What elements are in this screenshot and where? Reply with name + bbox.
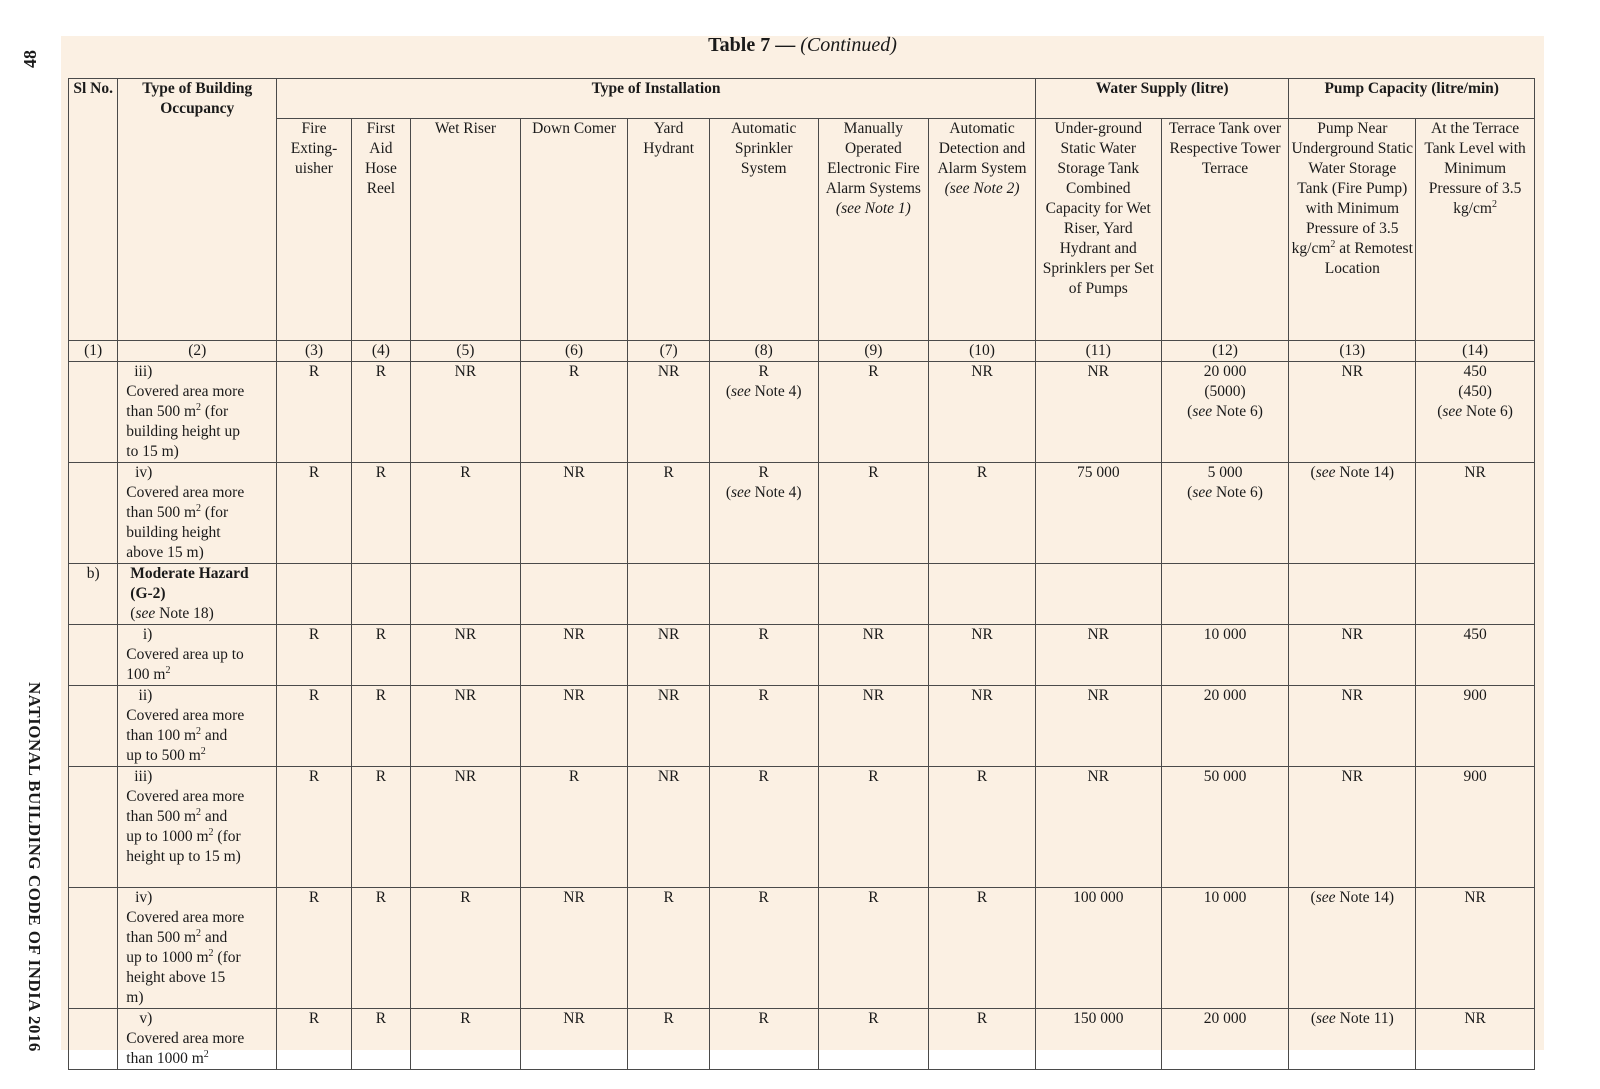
value-cell: NR [520, 463, 628, 564]
occupancy-description: Covered area up to 100 $m^2$ [126, 646, 244, 683]
value-cell: (see Note 11) [1289, 1009, 1416, 1070]
occupancy-cell [118, 564, 277, 625]
column-number: (7) [628, 341, 709, 362]
value-cell: NR [520, 625, 628, 686]
value-cell: R [628, 1009, 709, 1070]
header-col-4: First Aid Hose Reel [351, 119, 410, 341]
value-cell: R [411, 1009, 521, 1070]
value-cell: 450 [1416, 625, 1535, 686]
value-cell: R [818, 767, 929, 888]
table-row [69, 767, 1535, 888]
value-cell: NR [628, 686, 709, 767]
value-cell [411, 564, 521, 625]
value-cell: NR [1416, 463, 1535, 564]
header-col-10-note: (see Note 2) [944, 180, 1020, 197]
value-cell: R [929, 767, 1036, 888]
value-cell: NR [1035, 362, 1161, 463]
sl-no-cell [69, 362, 118, 463]
value-cell: R [818, 362, 929, 463]
value-cell: NR [1035, 625, 1161, 686]
header-col-9-label: Manually Operated Electronic Fire Alarm Systems [825, 120, 921, 197]
value-cell: R [351, 463, 410, 564]
sl-no-cell [69, 463, 118, 564]
value-cell: NR [1289, 362, 1416, 463]
value-cell: R [628, 463, 709, 564]
value-cell: NR [1416, 888, 1535, 1009]
header-col-8: Automatic Sprinkler System [709, 119, 818, 341]
table-row [69, 625, 1535, 686]
value-cell: R [351, 625, 410, 686]
value-cell: R [709, 888, 818, 1009]
sl-no-cell: b) [69, 564, 118, 625]
header-col-13: Pump Near Underground Static Water Storage Tank (Fire Pump) with Minimum Pressure of 3.5 $kg/cm^2$ at Remotest Location [1289, 119, 1416, 341]
value-cell: R [929, 888, 1036, 1009]
occupancy-cell [118, 767, 277, 888]
value-cell: 900 [1416, 686, 1535, 767]
value-cell: R [351, 767, 410, 888]
value-cell: R (see Note 4) [709, 362, 818, 463]
item-numeral: iii) [134, 363, 153, 380]
value-cell [520, 564, 628, 625]
item-numeral: iii) [134, 768, 153, 785]
value-cell [277, 564, 351, 625]
value-cell [1289, 564, 1416, 625]
column-number: (9) [818, 341, 929, 362]
column-number: (1) [69, 341, 118, 362]
occupancy-cell [118, 463, 277, 564]
table-row [69, 463, 1535, 564]
value-cell [1416, 564, 1535, 625]
table-row [69, 362, 1535, 463]
value-cell: NR [1289, 686, 1416, 767]
value-cell: NR [628, 625, 709, 686]
header-col-3: Fire Exting-uisher [277, 119, 351, 341]
value-cell: NR [411, 625, 521, 686]
sl-no-cell [69, 767, 118, 888]
occupancy-description: Covered area more than 100 $m^2$ and up to 500 $m^2$ [126, 707, 245, 764]
header-pump-capacity-group: Pump Capacity (litre/min) [1289, 79, 1535, 119]
value-cell: R [709, 625, 818, 686]
value-cell: NR [818, 686, 929, 767]
column-number: (13) [1289, 341, 1416, 362]
value-cell: 900 [1416, 767, 1535, 888]
occupancy-description: Covered area more than 500 $m^2$ (for building height above 15 m) [126, 484, 245, 561]
value-cell: R [709, 686, 818, 767]
value-cell: NR [1289, 767, 1416, 888]
value-cell: NR [1035, 686, 1161, 767]
value-cell [709, 564, 818, 625]
value-cell: R [929, 1009, 1036, 1070]
table-title [61, 34, 1544, 57]
occupancy-description: Covered area more than 500 $m^2$ (for building height up to 15 m) [126, 383, 245, 460]
column-number: (2) [118, 341, 277, 362]
value-cell: NR [929, 362, 1036, 463]
value-cell: NR [411, 362, 521, 463]
value-cell: R [628, 888, 709, 1009]
value-cell: R [277, 767, 351, 888]
column-number: (6) [520, 341, 628, 362]
value-cell: R [351, 362, 410, 463]
value-cell: R [411, 888, 521, 1009]
running-title: NATIONAL BUILDING CODE OF INDIA 2016 [25, 682, 44, 1052]
value-cell [628, 564, 709, 625]
value-cell [929, 564, 1036, 625]
header-col-9 [818, 119, 929, 341]
value-cell: 75 000 [1035, 463, 1161, 564]
page-number: 48 [20, 50, 40, 68]
sl-no-cell [69, 625, 118, 686]
value-cell: NR [929, 625, 1036, 686]
value-cell: 100 000 [1035, 888, 1161, 1009]
column-number-row [69, 341, 1535, 362]
occupancy-cell [118, 625, 277, 686]
value-cell: 10 000 [1161, 625, 1289, 686]
header-col-14: At the Terrace Tank Level with Minimum Pressure of 3.5 $kg/cm^2$ [1416, 119, 1535, 341]
value-cell [351, 564, 410, 625]
value-cell: 20 000 (5000) (see Note 6) [1161, 362, 1289, 463]
value-cell: R [351, 686, 410, 767]
value-cell: NR [520, 686, 628, 767]
occupancy-description: Covered area more than 500 $m^2$ and up to 1000 $m^2$ (for height above 15 m) [126, 909, 245, 1006]
table-row [69, 888, 1535, 1009]
hazard-heading: Moderate Hazard (G-2) [130, 565, 249, 602]
column-number: (10) [929, 341, 1036, 362]
value-cell: NR [520, 888, 628, 1009]
value-cell: NR [411, 686, 521, 767]
value-cell: R [277, 362, 351, 463]
header-col-11: Under-ground Static Water Storage Tank Combined Capacity for Wet Riser, Yard Hydrant and Sprinklers per Set of Pumps [1035, 119, 1161, 341]
occupancy-cell [118, 362, 277, 463]
header-col-12: Terrace Tank over Respective Tower Terrace [1161, 119, 1289, 341]
column-number: (11) [1035, 341, 1161, 362]
header-installation-group: Type of Installation [277, 79, 1036, 119]
header-water-supply-group: Water Supply (litre) [1035, 79, 1289, 119]
table-row [69, 686, 1535, 767]
column-number: (14) [1416, 341, 1535, 362]
value-cell: NR [1416, 1009, 1535, 1070]
occupancy-description: Covered area more than 1000 $m^2$ [126, 1030, 245, 1067]
value-cell: 20 000 [1161, 686, 1289, 767]
value-cell: NR [628, 767, 709, 888]
sl-no-cell [69, 1009, 118, 1070]
hazard-note: (see Note 18) [130, 605, 214, 622]
sl-no-cell [69, 888, 118, 1009]
value-cell: 10 000 [1161, 888, 1289, 1009]
item-numeral: v) [139, 1010, 153, 1027]
value-cell: NR [818, 625, 929, 686]
item-numeral: ii) [138, 687, 153, 704]
value-cell: 5 000 (see Note 6) [1161, 463, 1289, 564]
header-col-7: Yard Hydrant [628, 119, 709, 341]
value-cell: R [520, 362, 628, 463]
value-cell: NR [1289, 625, 1416, 686]
value-cell: 150 000 [1035, 1009, 1161, 1070]
value-cell: R [277, 625, 351, 686]
column-number: (8) [709, 341, 818, 362]
value-cell: R [520, 767, 628, 888]
sl-no-cell [69, 686, 118, 767]
value-cell: (see Note 14) [1289, 463, 1416, 564]
header-col-10-label: Automatic Detection and Alarm System [937, 120, 1027, 177]
value-cell: R [818, 888, 929, 1009]
header-occupancy: Type of Building Occupancy [118, 79, 277, 341]
value-cell: NR [411, 767, 521, 888]
value-cell: (see Note 14) [1289, 888, 1416, 1009]
occupancy-cell [118, 1009, 277, 1070]
value-cell [1161, 564, 1289, 625]
value-cell: NR [520, 1009, 628, 1070]
fire-installation-table [68, 78, 1535, 1070]
header-col-10 [929, 119, 1036, 341]
value-cell: 450 (450) (see Note 6) [1416, 362, 1535, 463]
occupancy-description: Covered area more than 500 $m^2$ and up to 1000 $m^2$ (for height up to 15 m) [126, 788, 245, 865]
column-number: (12) [1161, 341, 1289, 362]
value-cell: R [277, 888, 351, 1009]
header-col-6: Down Comer [520, 119, 628, 341]
value-cell: 20 000 [1161, 1009, 1289, 1070]
value-cell: R [818, 1009, 929, 1070]
value-cell: NR [929, 686, 1036, 767]
table-row [69, 564, 1535, 625]
value-cell: R [277, 686, 351, 767]
value-cell [818, 564, 929, 625]
item-numeral: iv) [135, 464, 153, 481]
value-cell: NR [628, 362, 709, 463]
value-cell: NR [1035, 767, 1161, 888]
occupancy-cell [118, 888, 277, 1009]
header-sl-no: Sl No. [69, 79, 118, 341]
column-number: (5) [411, 341, 521, 362]
value-cell: R [818, 463, 929, 564]
value-cell: R [411, 463, 521, 564]
value-cell: R [277, 463, 351, 564]
value-cell: R [929, 463, 1036, 564]
value-cell: R (see Note 4) [709, 463, 818, 564]
value-cell: R [351, 1009, 410, 1070]
value-cell: R [351, 888, 410, 1009]
value-cell: R [709, 1009, 818, 1070]
column-number: (3) [277, 341, 351, 362]
value-cell: 50 000 [1161, 767, 1289, 888]
table-title-continued: (Continued) [800, 34, 897, 56]
value-cell: R [277, 1009, 351, 1070]
table-title-main: Table 7 — [708, 34, 796, 56]
value-cell: R [709, 767, 818, 888]
occupancy-cell [118, 686, 277, 767]
header-col-9-note: (see Note 1) [835, 200, 911, 217]
column-number: (4) [351, 341, 410, 362]
header-col-5: Wet Riser [411, 119, 521, 341]
value-cell [1035, 564, 1161, 625]
item-numeral: i) [142, 626, 153, 643]
item-numeral: iv) [135, 889, 153, 906]
table-row [69, 1009, 1535, 1070]
